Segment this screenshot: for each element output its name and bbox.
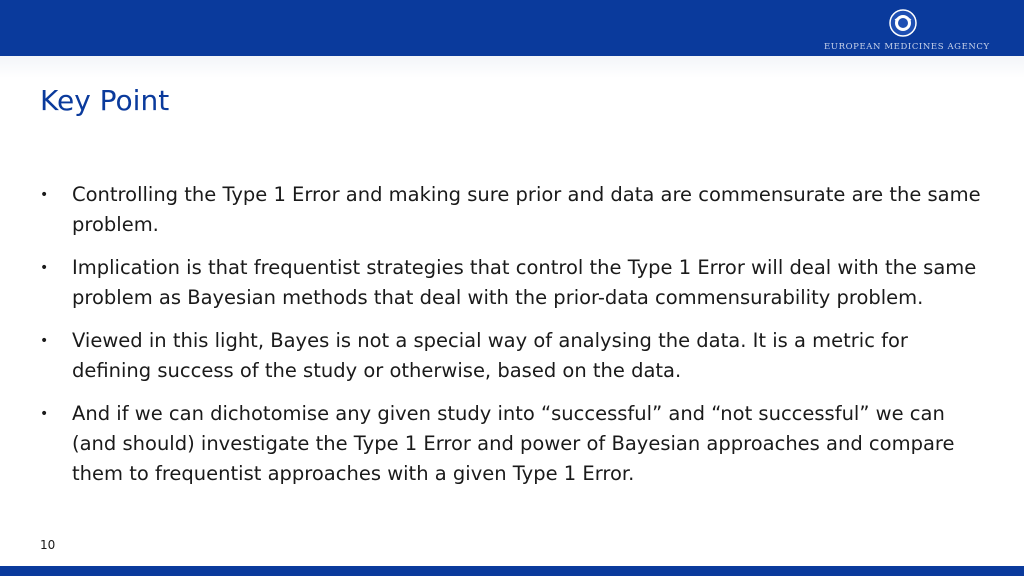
bullet-text: Implication is that frequentist strategies that control the Type 1 Error will deal with the same problem as Bayesian methods that deal with the prior-data commensurability problem. (72, 256, 977, 309)
ema-logo-text: EUROPEAN MEDICINES AGENCY (824, 42, 990, 52)
bullet-text: Viewed in this light, Bayes is not a special way of analysing the data. It is a metric for defining success of the study or otherwise, based on the data. (72, 329, 908, 382)
footer-bar (0, 566, 1024, 576)
bullet-text: Controlling the Type 1 Error and making sure prior and data are commensurate are the same problem. (72, 183, 981, 236)
slide-title: Key Point (40, 84, 170, 117)
bullet-item (40, 399, 990, 489)
bullet-text: And if we can dichotomise any given study into “successful” and “not successful” we can (and should) investigate the Type 1 Error and power of Bayesian approaches and compare them to frequentist approaches with a given Type 1 Error. (72, 402, 955, 485)
bullet-marker: • (40, 260, 49, 276)
bullet-item (40, 326, 990, 386)
bullet-marker: • (40, 333, 49, 349)
header-bar (0, 0, 1024, 56)
ema-logo (824, 8, 990, 54)
header-band (0, 56, 1024, 78)
bullet-item (40, 253, 990, 313)
ema-emblem-icon (888, 8, 918, 38)
bullet-marker: • (40, 406, 49, 422)
bullet-list (40, 180, 990, 502)
page-number: 10 (40, 538, 56, 552)
bullet-item (40, 180, 990, 240)
bullet-marker: • (40, 187, 49, 203)
